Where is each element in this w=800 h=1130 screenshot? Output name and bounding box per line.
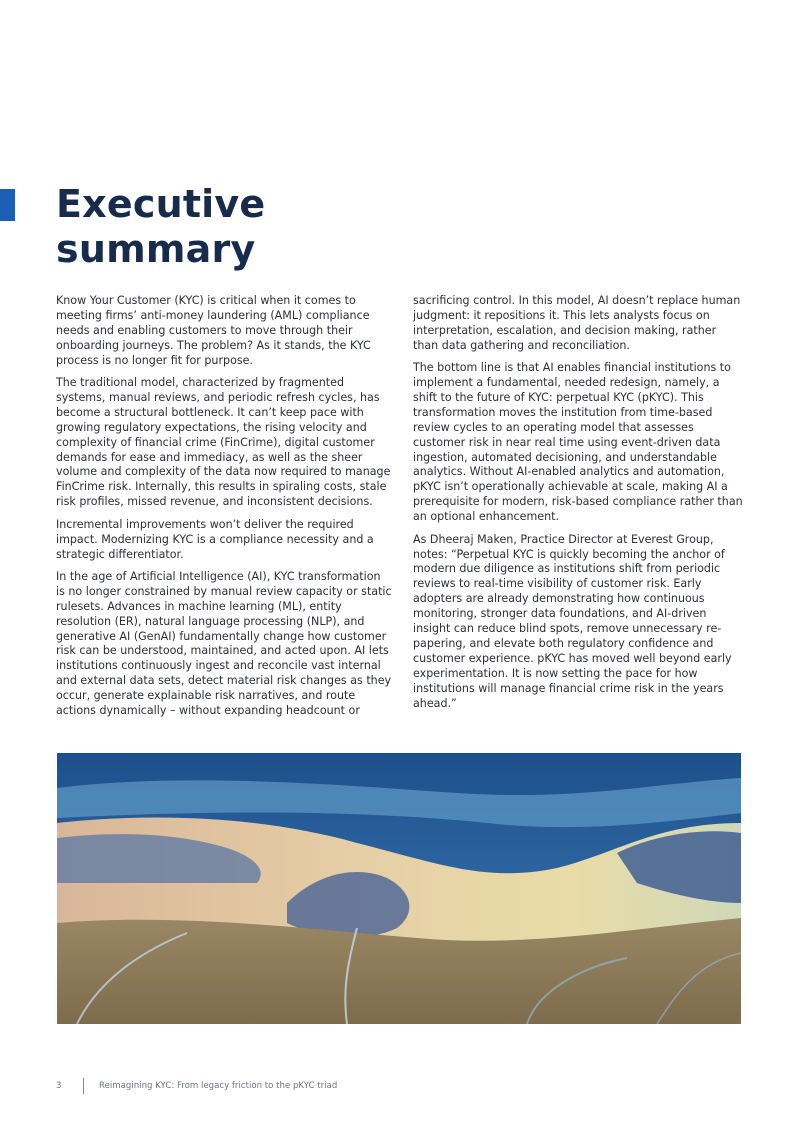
aerial-river-delta-photo	[57, 753, 741, 1024]
body-column-left	[56, 294, 392, 726]
paragraph: The bottom line is that AI enables financial institutions to implement a fundamental, needed redesign, namely, a shift to the future of KYC: perpetual KYC (pKYC). This transformation moves the institution from time-based review cycles to an operating model that assesses customer risk in near real time using event-driven data ingestion, automated decisioning, and understandable analytics. Without AI-enabled analytics and automation, pKYC isn’t operationally achievable at scale, making AI a prerequisite for modern, risk-based compliance rather than an optional enhancement.	[413, 361, 743, 524]
body-column-right	[413, 294, 743, 719]
page-title-line-2: summary	[56, 227, 256, 271]
footer-divider	[83, 1078, 84, 1094]
paragraph: In the age of Artificial Intelligence (AI), KYC transformation is no longer constrained by manual review capacity or static rulesets. Advances in machine learning (ML), entity resolution (ER), natural language processing (NLP), and generative AI (GenAI) fundamentally change how customer risk can be understood, maintained, and acted upon. AI lets institutions continuously ingest and reconcile vast internal and external data sets, detect material risk changes as they occur, generate explainable risk narratives, and route actions dynamically – without expanding headcount or	[56, 569, 392, 718]
paragraph: The traditional model, characterized by fragmented systems, manual reviews, and periodic refresh cycles, has become a structural bottleneck. It can’t keep pace with growing regulatory expectations, the rising velocity and complexity of financial crime (FinCrime), digital customer demands for ease and immediacy, as well as the sheer volume and complexity of the data now required to manage FinCrime risk. Internally, this results in spiraling costs, stale risk profiles, missed revenue, and inconsistent decisions.	[56, 376, 391, 509]
page-title	[56, 182, 265, 272]
photo-illustration	[57, 753, 741, 1024]
paragraph: Incremental improvements won’t deliver the required impact. Modernizing KYC is a compliance necessity and a strategic differentiator.	[56, 517, 374, 561]
paragraph: sacrificing control. In this model, AI doesn’t replace human judgment: it repositions it. This lets analysts focus on interpretation, escalation, and decision making, rather than data gathering and reconciliation.	[413, 294, 741, 352]
paragraph: As Dheeraj Maken, Practice Director at Everest Group, notes: “Perpetual KYC is quickly becoming the anchor of modern due diligence as institutions shift from periodic reviews to real-time visibility of customer risk. Early adopters are already demonstrating how continuous monitoring, stronger data foundations, and AI-driven insight can reduce blind spots, remove unnecessary re-papering, and elevate both regulatory confidence and customer experience. pKYC has moved well beyond early experimentation. It is now setting the pace for how institutions will manage financial crime risk in the years ahead.”	[413, 532, 732, 710]
section-accent-bar	[0, 189, 15, 221]
page-title-line-1: Executive	[56, 182, 266, 226]
paragraph: Know Your Customer (KYC) is critical when it comes to meeting firms’ anti-money laundering (AML) compliance needs and enabling customers to move through their onboarding journeys. The problem? As it stands, the KYC process is no longer fit for purpose.	[56, 294, 371, 367]
page-number: 3	[56, 1081, 62, 1091]
footer-document-title: Reimagining KYC: From legacy friction to the pKYC triad	[99, 1081, 338, 1091]
